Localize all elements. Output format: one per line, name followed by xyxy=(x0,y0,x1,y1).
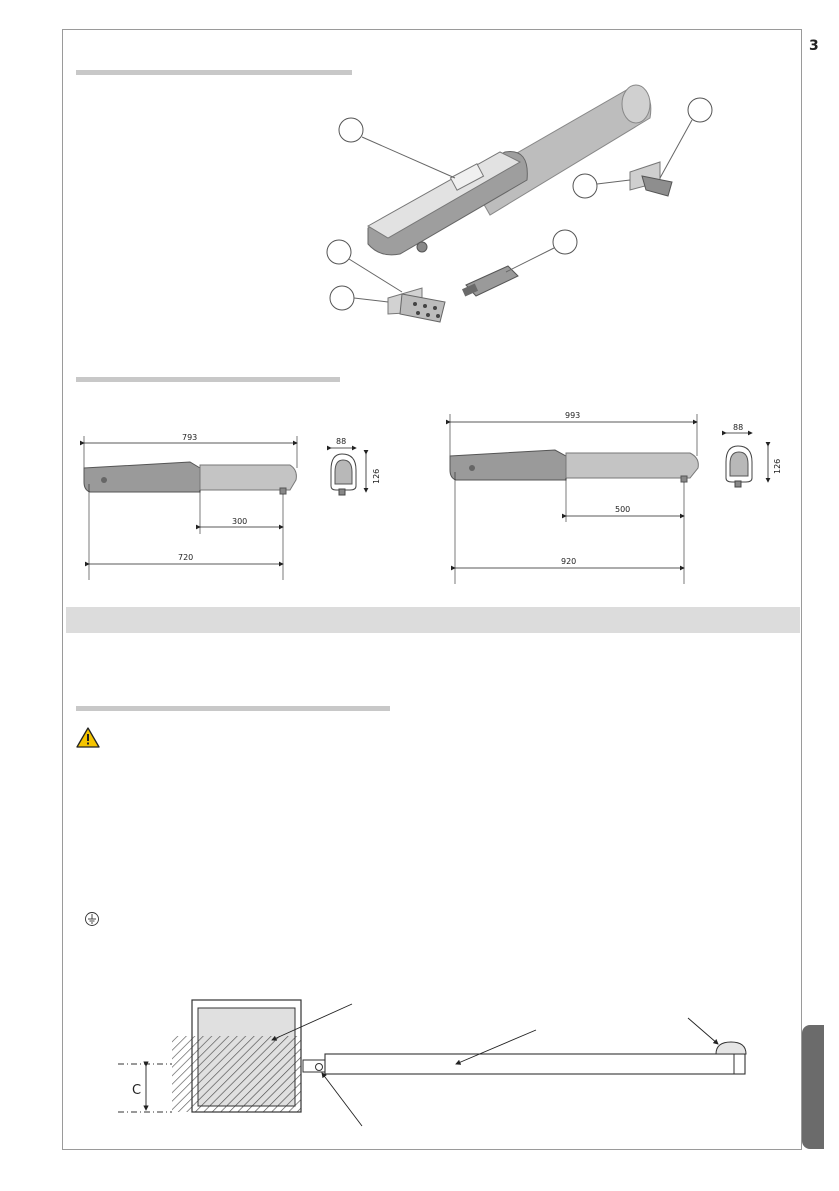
warning-icon xyxy=(77,728,99,747)
callout-circle-5 xyxy=(330,286,354,310)
callout-circle-2 xyxy=(688,98,712,122)
installation-drawing xyxy=(118,1000,746,1126)
dim-long-length: 993 xyxy=(565,411,581,420)
dim-short-height: 126 xyxy=(372,468,381,484)
dim-long-stroke: 500 xyxy=(615,505,631,514)
callout-circle-1 xyxy=(339,118,363,142)
dim-long-width: 88 xyxy=(733,423,744,432)
dim-long-fixings: 920 xyxy=(561,557,577,566)
dim-short-length: 793 xyxy=(182,433,198,442)
ground-icon xyxy=(86,913,99,926)
callout-circle-6 xyxy=(553,230,577,254)
dim-short-width: 88 xyxy=(336,437,347,446)
product-exploded-view xyxy=(327,85,712,322)
dimension-drawing-short xyxy=(84,433,381,580)
page-number: 3 xyxy=(809,38,819,54)
callout-circle-4 xyxy=(327,240,351,264)
dim-long-height: 126 xyxy=(773,458,782,474)
dim-short-stroke: 300 xyxy=(232,517,248,526)
callout-circle-3 xyxy=(573,174,597,198)
depth-label: C xyxy=(132,1083,142,1098)
dimension-drawing-long xyxy=(450,411,782,584)
dim-short-fixings: 720 xyxy=(178,553,194,562)
